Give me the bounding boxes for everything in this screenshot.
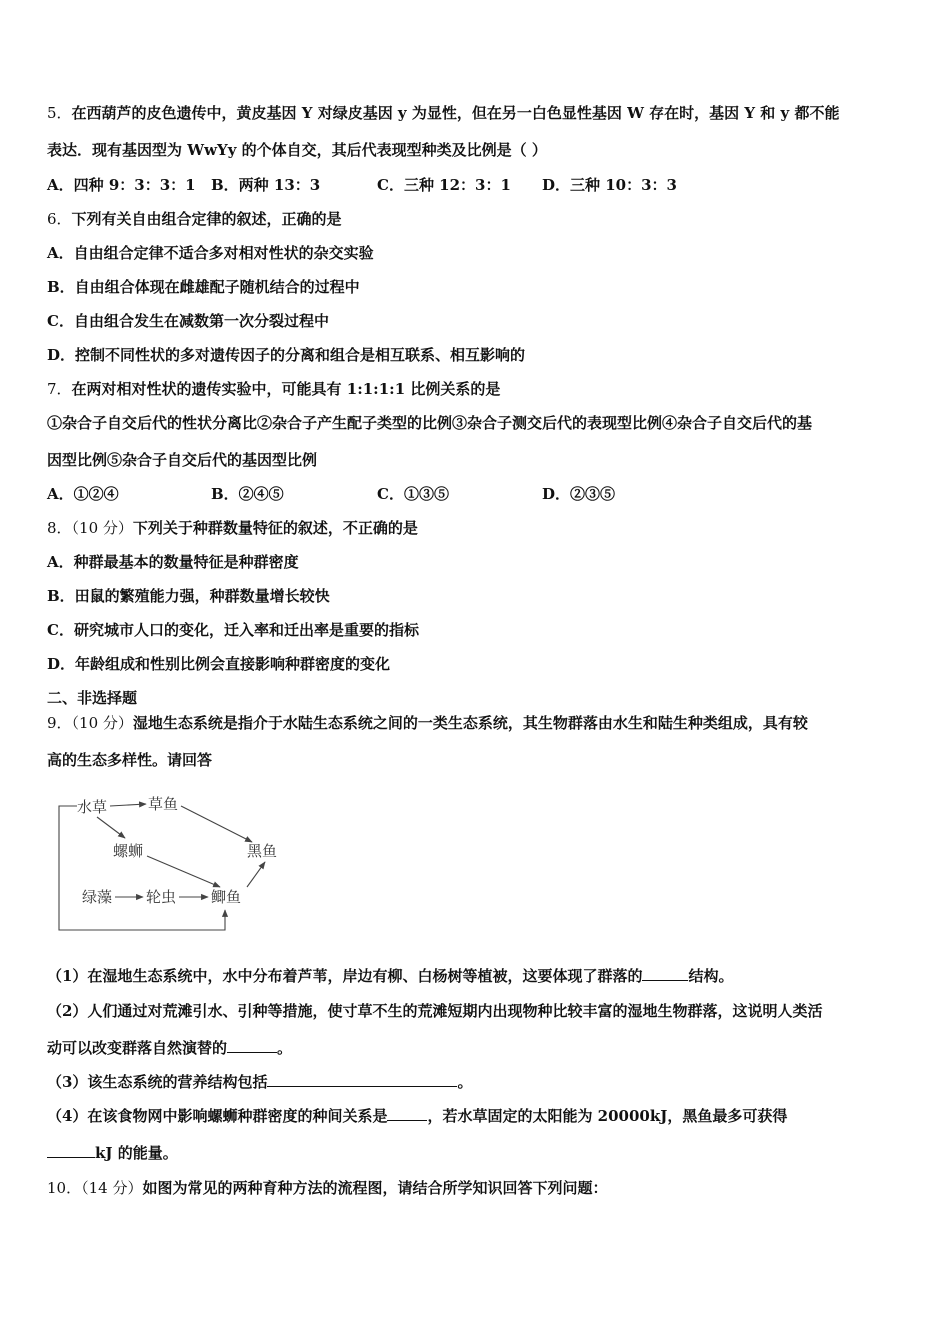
q7-stem-line	[47, 379, 500, 399]
arrow-shuicao-caoyu	[110, 804, 146, 806]
q9-sub4-line1	[47, 1106, 787, 1126]
section-heading: 二、非选择题	[47, 689, 138, 707]
q7-choices-line2: 因型比例⑤杂合子自交后代的基因型比例	[47, 451, 318, 469]
arrow-caoyu-heiyu	[181, 806, 252, 842]
q5-option-c: C．三种 12：3：1	[377, 176, 511, 194]
node-luosi: 螺蛳	[113, 842, 144, 860]
q9-sub2-text: 动可以改变群落自然演替的	[47, 1039, 228, 1057]
node-lvzao: 绿藻	[82, 888, 113, 906]
q6-number: 6．	[47, 210, 72, 228]
q9-sub2-tail: 。	[277, 1039, 293, 1057]
arrow-jiyu-heiyu	[247, 862, 265, 887]
q8-stem: 下列关于种群数量特征的叙述，不正确的是	[132, 519, 418, 537]
q9-stem: 湿地生态系统是指介于水陆生态系统之间的一类生态系统，其生物群落由水生和陆生种类组成，具有较	[132, 714, 808, 732]
q9-sub1-tail: 结构。	[688, 967, 734, 985]
q9-sub2-blank[interactable]	[227, 1038, 277, 1053]
q9-sub3-text: （3）该生态系统的营养结构包括	[47, 1073, 268, 1091]
q7-number: 7．	[47, 380, 72, 398]
q6-option-d: D．控制不同性状的多对遗传因子的分离和组合是相互联系、相互影响的	[47, 346, 526, 364]
q5-number: 5．	[47, 104, 72, 122]
q9-sub4-tail: kJ 的能量。	[95, 1144, 178, 1162]
q9-sub1-blank[interactable]	[642, 966, 688, 981]
q9-score: （10 分）	[71, 714, 133, 732]
q8-number: 8．	[47, 519, 72, 537]
q9-sub2-line1: （2）人们通过对荒滩引水、引种等措施，使寸草不生的荒滩短期内出现物种比较丰富的湿地生物群落，这说明人类活	[47, 1002, 823, 1020]
q7-choices-line1: ①杂合子自交后代的性状分离比②杂合子产生配子类型的比例③杂合子测交后代的表现型比例④杂合子自交后代的基	[47, 414, 813, 432]
q5-line1	[47, 103, 839, 123]
q9-sub4-line2	[47, 1143, 178, 1163]
arrow-shuicao-luosi	[97, 817, 125, 838]
q9-sub4-blank1[interactable]	[387, 1106, 427, 1121]
q9-sub4-blank2[interactable]	[47, 1143, 95, 1158]
q5-option-a: A．四种 9：3：3：1	[47, 176, 196, 194]
q8-option-b: B．田鼠的繁殖能力强，种群数量增长较快	[47, 587, 330, 605]
q6-stem-line	[47, 209, 342, 229]
node-jiyu: 鲫鱼	[211, 888, 242, 906]
q6-option-a: A．自由组合定律不适合多对相对性状的杂交实验	[47, 244, 374, 262]
node-heiyu: 黑鱼	[247, 842, 278, 860]
q6-stem: 下列有关自由组合定律的叙述，正确的是	[71, 210, 342, 228]
food-web-diagram	[55, 790, 305, 940]
q10-score: （14 分）	[81, 1179, 143, 1197]
q8-stem-line	[47, 518, 418, 538]
q9-sub1	[47, 966, 733, 986]
node-caoyu: 草鱼	[148, 795, 179, 813]
arrow-shuicao-jiyu-loop	[59, 806, 225, 930]
q8-option-d: D．年龄组成和性别比例会直接影响种群密度的变化	[47, 655, 391, 673]
q9-sub3	[47, 1072, 472, 1092]
q7-option-a: A．①②④	[47, 485, 119, 503]
node-shuicao: 水草	[77, 798, 108, 816]
q7-option-b: B．②④⑤	[211, 485, 284, 503]
q9-line2: 高的生态多样性。请回答	[47, 751, 213, 769]
q10-stem-line	[47, 1178, 607, 1198]
q6-option-b: B．自由组合体现在雌雄配子随机结合的过程中	[47, 278, 360, 296]
q7-option-c: C．①③⑤	[377, 485, 449, 503]
q6-option-c: C．自由组合发生在减数第一次分裂过程中	[47, 312, 329, 330]
q10-stem: 如图为常见的两种育种方法的流程图，请结合所学知识回答下列问题：	[142, 1179, 608, 1197]
q5-option-d: D．三种 10：3：3	[542, 176, 677, 194]
q9-sub3-tail: 。	[457, 1073, 473, 1091]
node-lunchong: 轮虫	[146, 888, 177, 906]
q9-sub1-text: （1）在湿地生态系统中，水中分布着芦苇，岸边有柳、白杨树等植被，这要体现了群落的	[47, 967, 643, 985]
q9-sub2-line2	[47, 1038, 292, 1058]
q8-option-c: C．研究城市人口的变化，迁入率和迁出率是重要的指标	[47, 621, 419, 639]
q9-sub4-text: （4）在该食物网中影响螺蛳种群密度的种间关系是	[47, 1107, 388, 1125]
q5-stem: 在西葫芦的皮色遗传中，黄皮基因 Y 对绿皮基因 y 为显性，但在另一白色显性基因 W 存在时，基因 Y 和 y 都不能	[71, 104, 840, 122]
q9-sub4-mid: ，若水草固定的太阳能为 20000kJ，黑鱼最多可获得	[427, 1107, 788, 1125]
q8-option-a: A．种群最基本的数量特征是种群密度	[47, 553, 299, 571]
q8-score: （10 分）	[71, 519, 133, 537]
q9-number: 9．	[47, 714, 72, 732]
q9-sub3-blank[interactable]	[267, 1072, 457, 1087]
q9-line1	[47, 713, 808, 733]
q5-line2: 表达．现有基因型为 WwYy 的个体自交，其后代表现型种类及比例是（ ）	[47, 141, 547, 159]
q7-option-d: D．②③⑤	[542, 485, 616, 503]
arrow-luosi-jiyu	[147, 856, 220, 887]
q5-option-b: B．两种 13：3	[211, 176, 321, 194]
q7-stem: 在两对相对性状的遗传实验中，可能具有 1:1:1:1 比例关系的是	[71, 380, 501, 398]
q10-number: 10．	[47, 1179, 82, 1197]
